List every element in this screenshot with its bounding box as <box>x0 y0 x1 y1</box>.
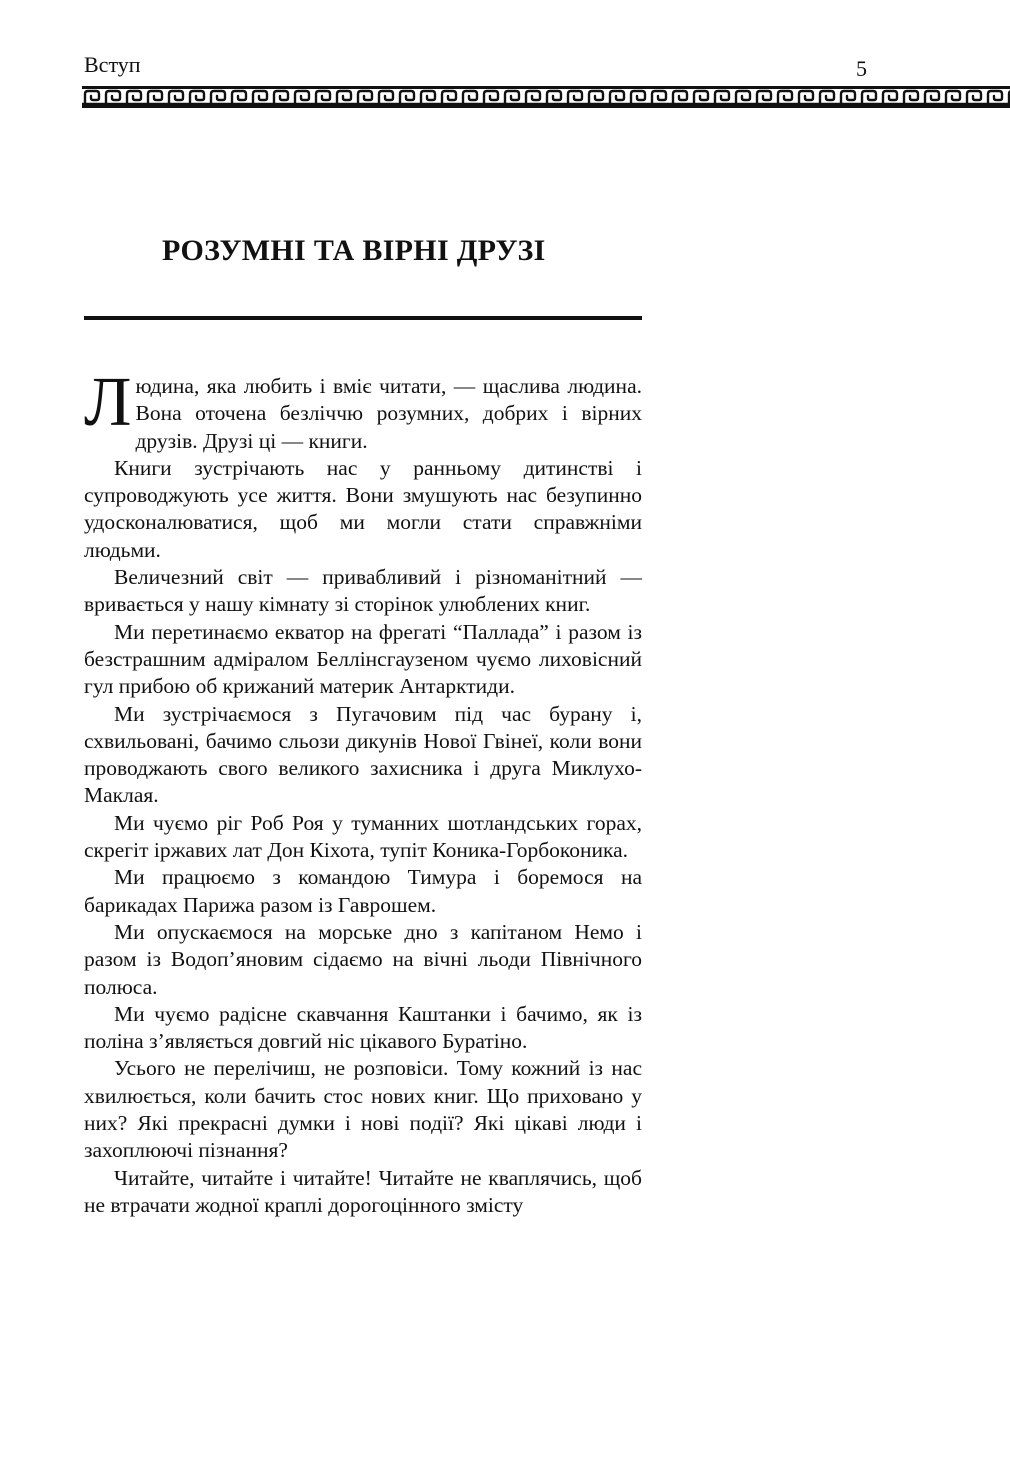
drop-cap: Л <box>84 364 132 441</box>
title-divider <box>84 316 642 320</box>
paragraph: Величезний світ — привабливий і різноманітний — вривається у нашу кімнату зі сторінок улюблених книг. <box>84 565 642 617</box>
meander-border-ornament <box>82 86 1010 108</box>
paragraph-text: юдина, яка любить і вміє читати, — щаслива людина. Вона оточена безліччю розумних, добрих і вірних друзів. Друзі ці — книги. <box>135 374 642 453</box>
paragraph: Ми опускаємося на морське дно з капітаном Немо і разом із Водоп’яновим сідаємо на вічні льоди Північного полюса. <box>84 919 642 999</box>
running-head-section: Вступ <box>84 52 141 77</box>
article-body <box>84 364 642 1219</box>
paragraph: Ми перетинаємо екватор на фрегаті “Паллада” і разом із безстрашним адміралом Беллінсгаузеном чуємо лиховісний гул прибою об крижаний материк Антарктиди. <box>84 619 642 699</box>
paragraph: Ми працюємо з командою Тимура і боремося на барикадах Парижа разом із Гаврошем. <box>84 865 642 917</box>
page-title: РОЗУМНІ ТА ВІРНІ ДРУЗІ <box>162 234 546 267</box>
page-number: 5 <box>856 56 867 81</box>
paragraph: Читайте, читайте і читайте! Читайте не кваплячись, щоб не втрачати жодної краплі дорогоцінного змісту <box>84 1165 642 1217</box>
paragraph: Ми чуємо ріг Роб Роя у туманних шотландських горах, скрегіт іржавих лат Дон Кіхота, тупіт Коника-Горбоконика. <box>84 810 642 863</box>
paragraph: Книги зустрічають нас у ранньому дитинстві і супроводжують усе життя. Вони змушують нас безупинно удосконалюватися, щоб ми могли стати справжніми людьми. <box>84 455 642 562</box>
paragraph: Ми чуємо радісне скавчання Каштанки і бачимо, як із поліна з’являється довгий ніс цікавого Буратіно. <box>84 1001 642 1054</box>
paragraph: Усього не перелічиш, не розповіси. Тому кожний із нас хвилюється, коли бачить стос нових книг. Що приховано у них? Які прекрасні думки і нові події? Які цікаві люди і захоплюючі пізнання? <box>84 1056 642 1163</box>
paragraph <box>84 364 642 455</box>
paragraph: Ми зустрічаємося з Пугачовим під час бурану і, схвильовані, бачимо сльози дикунів Нової Гвінеї, коли вони проводжають свого великого захисника і друга Миклухо-Маклая. <box>84 701 642 808</box>
